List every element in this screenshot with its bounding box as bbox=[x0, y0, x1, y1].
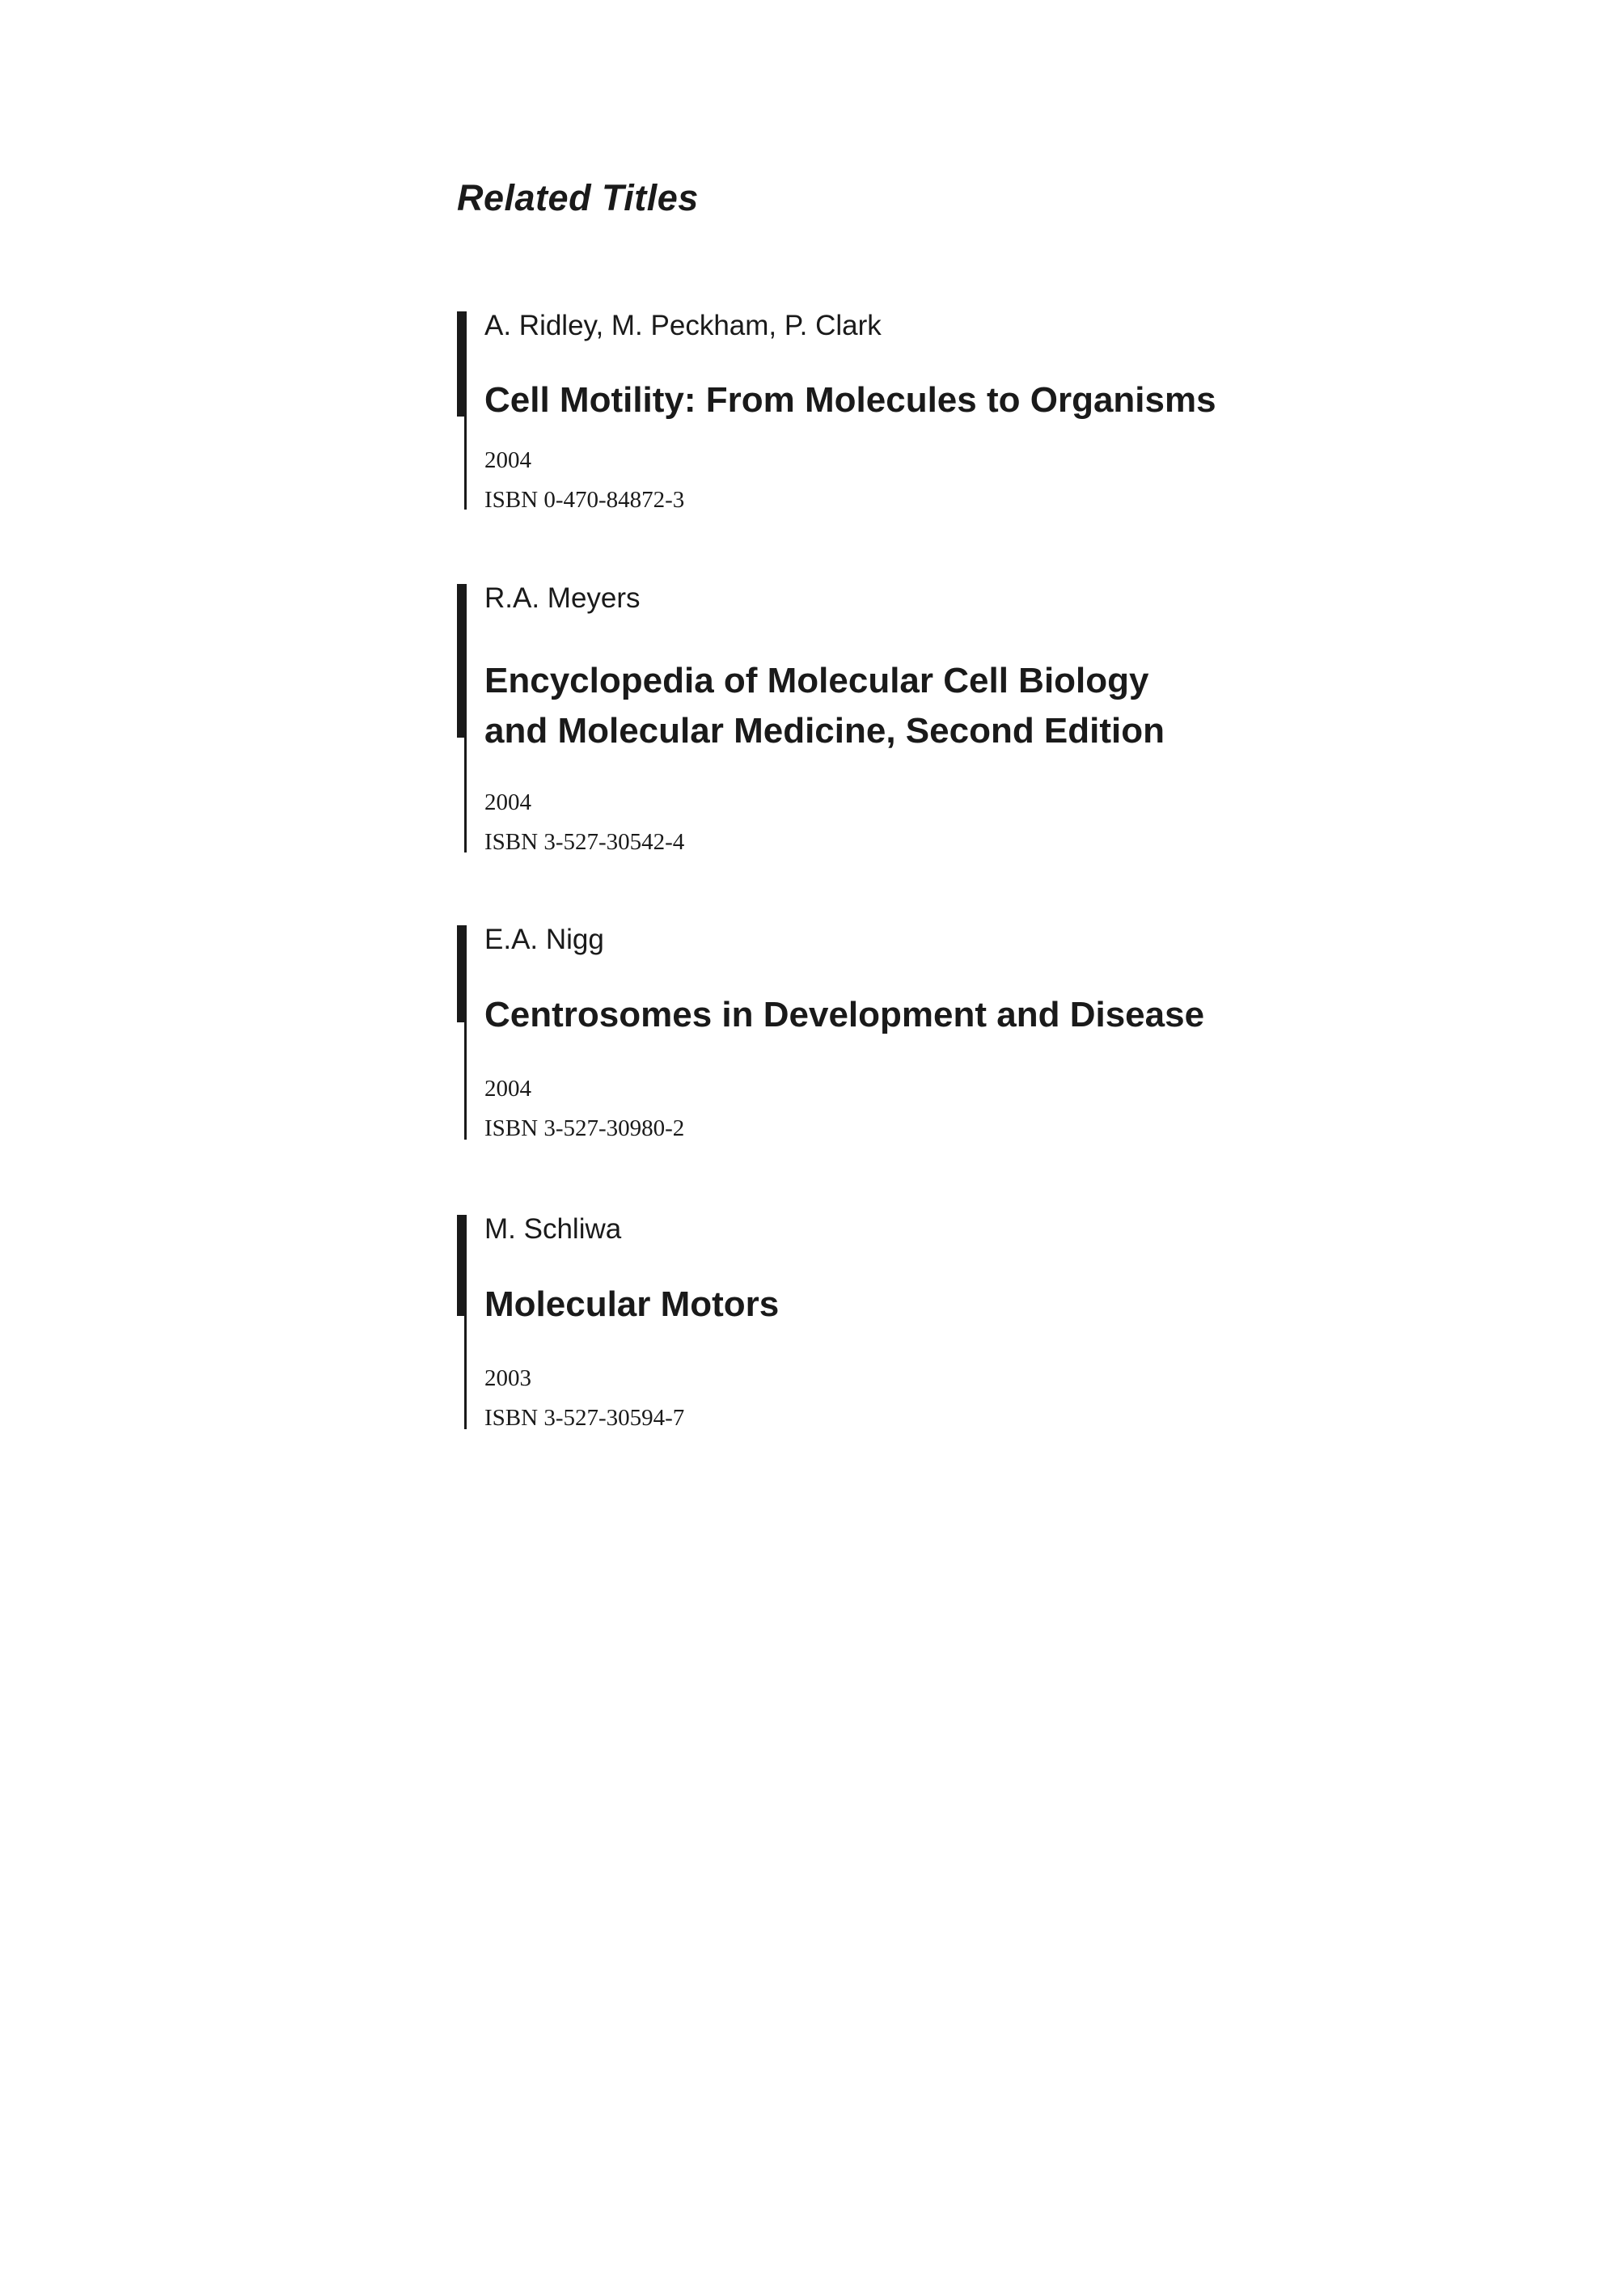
book-title bbox=[484, 990, 1204, 1040]
book-authors: E.A. Nigg bbox=[484, 924, 604, 955]
book-entry bbox=[457, 310, 1347, 513]
book-year: 2004 bbox=[484, 447, 531, 473]
entry-marker-bar bbox=[457, 311, 467, 417]
book-title bbox=[484, 656, 1165, 756]
book-authors: R.A. Meyers bbox=[484, 582, 641, 614]
entry-marker-bar bbox=[457, 925, 467, 1022]
entry-rule bbox=[464, 738, 467, 852]
page-title: Related Titles bbox=[457, 177, 699, 218]
book-title bbox=[484, 1280, 779, 1330]
book-isbn: ISBN 3-527-30594-7 bbox=[484, 1405, 685, 1431]
book-isbn: ISBN 0-470-84872-3 bbox=[484, 487, 685, 513]
book-meta bbox=[484, 783, 684, 862]
book-year: 2004 bbox=[484, 1076, 531, 1102]
book-isbn: ISBN 3-527-30542-4 bbox=[484, 829, 685, 855]
entry-rule bbox=[464, 1022, 467, 1140]
entry-rule bbox=[464, 1316, 467, 1429]
book-entry bbox=[457, 1215, 1347, 1429]
book-authors: M. Schliwa bbox=[484, 1213, 622, 1245]
book-title-line: and Molecular Medicine, Second Edition bbox=[484, 711, 1165, 751]
book-year: 2004 bbox=[484, 789, 531, 815]
book-isbn: ISBN 3-527-30980-2 bbox=[484, 1115, 685, 1141]
book-meta bbox=[484, 1069, 684, 1149]
book-meta bbox=[484, 1359, 684, 1438]
entry-marker-bar bbox=[457, 1215, 467, 1316]
book-title-line: Cell Motility: From Molecules to Organisms bbox=[484, 380, 1216, 420]
entry-rule bbox=[464, 417, 467, 510]
book-entry bbox=[457, 582, 1347, 855]
book-year: 2003 bbox=[484, 1365, 531, 1391]
book-authors: A. Ridley, M. Peckham, P. Clark bbox=[484, 310, 882, 341]
book-title-line: Molecular Motors bbox=[484, 1284, 780, 1324]
entry-marker-bar bbox=[457, 584, 467, 738]
book-title-line: Encyclopedia of Molecular Cell Biology bbox=[484, 661, 1149, 700]
book-title bbox=[484, 375, 1216, 425]
book-title-line: Centrosomes in Development and Disease bbox=[484, 995, 1205, 1034]
book-meta bbox=[484, 441, 684, 520]
book-entry bbox=[457, 925, 1347, 1140]
